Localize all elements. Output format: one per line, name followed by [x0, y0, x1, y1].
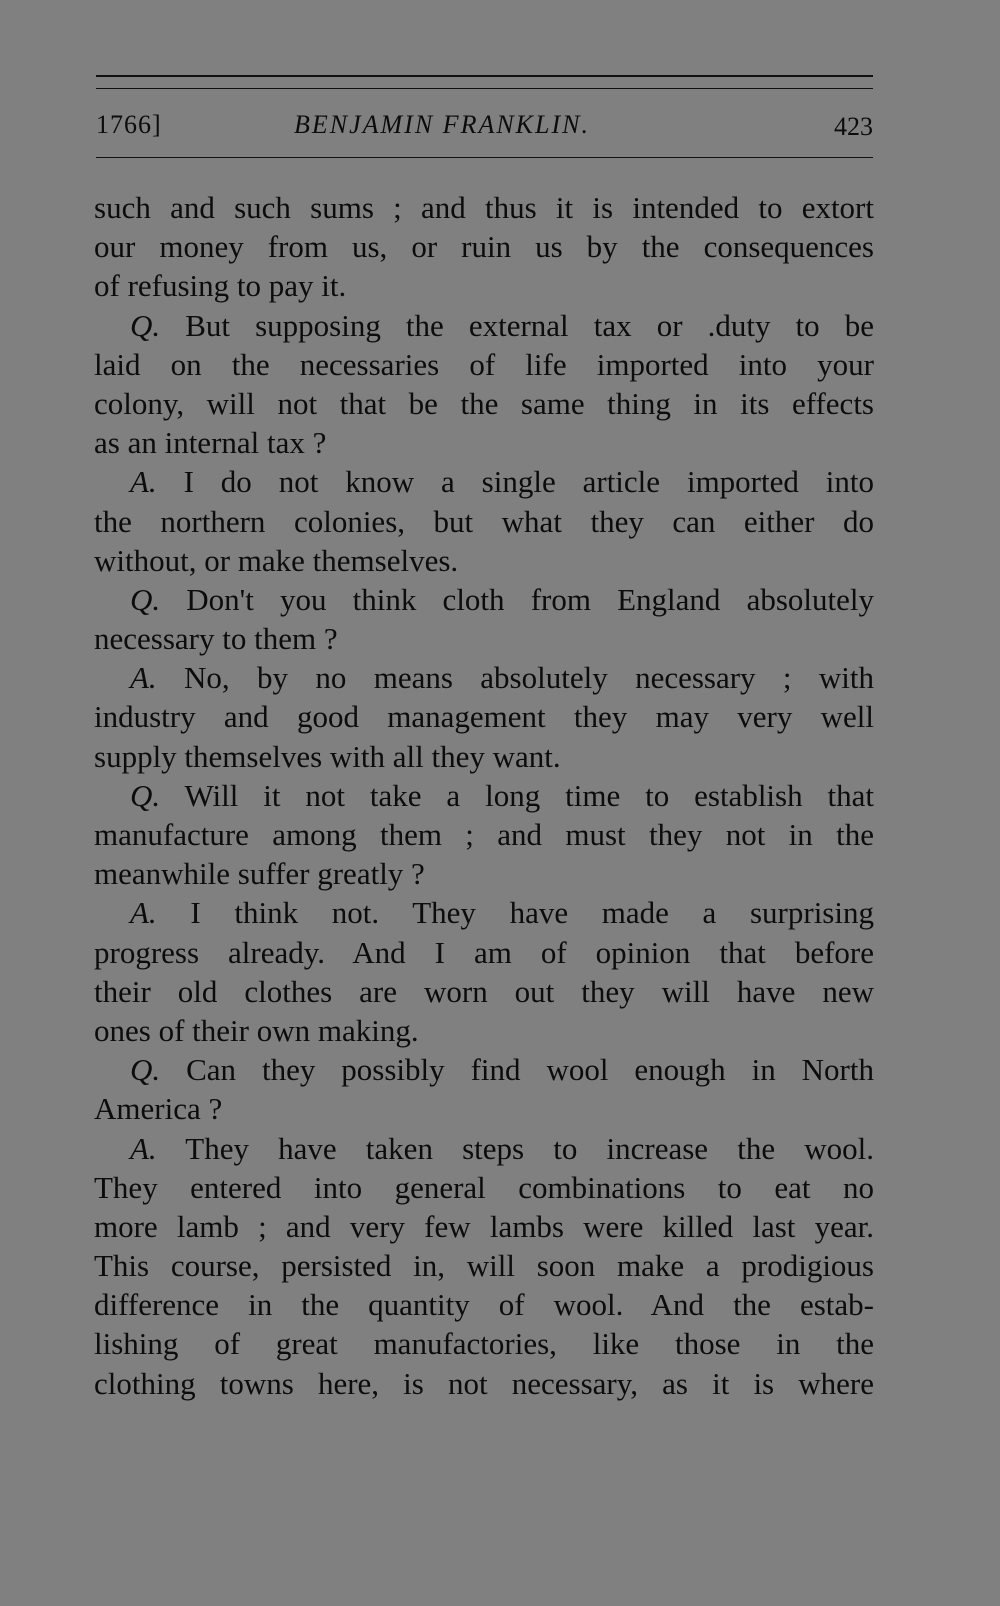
running-head-title: BENJAMIN FRANKLIN.	[294, 110, 590, 139]
line-text: But supposing the external tax or .duty to be	[160, 307, 874, 343]
line-text: Will it not take a long time to establish that	[160, 777, 874, 813]
line-text: lishing of great manufactories, like those in the	[94, 1326, 874, 1362]
text-line	[94, 306, 874, 345]
text-line	[94, 188, 874, 227]
page-number: 423	[834, 112, 873, 141]
line-text: America ?	[94, 1091, 223, 1127]
line-text: their old clothes are worn out they will have new	[94, 973, 874, 1009]
text-line	[94, 737, 874, 776]
running-head-year: 1766]	[96, 110, 162, 139]
text-line	[94, 384, 874, 423]
line-text: Can they possibly find wool enough in North	[160, 1052, 874, 1088]
header-rule-top	[96, 75, 873, 77]
speaker-label: Q.	[130, 777, 161, 813]
speaker-label: A.	[130, 895, 157, 931]
line-text: such and such sums ; and thus it is intended to extort	[94, 190, 874, 225]
text-line	[94, 893, 874, 932]
text-line	[94, 266, 874, 305]
text-line	[94, 345, 874, 384]
line-text: manufacture among them ; and must they not in the	[94, 817, 874, 852]
line-text: ones of their own making.	[94, 1012, 419, 1048]
speaker-label: A.	[130, 660, 157, 696]
text-line	[94, 658, 874, 697]
text-line	[94, 1129, 874, 1168]
text-line	[94, 972, 874, 1011]
line-text: They entered into general combinations to eat no	[94, 1169, 874, 1205]
line-text: progress already. And I am of opinion that before	[94, 934, 874, 970]
line-text: the northern colonies, but what they can either do	[94, 503, 874, 539]
text-line	[94, 854, 874, 893]
text-line	[94, 1246, 874, 1285]
line-text: industry and good management they may very well	[94, 699, 874, 735]
line-text: meanwhile suffer greatly ?	[94, 856, 425, 892]
text-line	[94, 1285, 874, 1324]
text-line	[94, 502, 874, 541]
text-line	[94, 1089, 874, 1128]
text-line	[94, 933, 874, 972]
body-text	[94, 188, 874, 1403]
text-line	[94, 815, 874, 854]
line-text: laid on the necessaries of life imported into your	[94, 346, 874, 382]
line-text: I think not. They have made a surprising	[156, 895, 874, 931]
text-line	[94, 423, 874, 462]
line-text: necessary to them ?	[94, 621, 338, 657]
line-text: supply themselves with all they want.	[94, 738, 561, 774]
running-head	[96, 110, 873, 146]
text-line	[94, 1011, 874, 1050]
text-line	[94, 1168, 874, 1207]
line-text: They have taken steps to increase the wool.	[156, 1130, 874, 1166]
line-text: I do not know a single article imported into	[156, 464, 874, 500]
speaker-label: Q.	[130, 307, 161, 343]
line-text: of refusing to pay it.	[94, 268, 347, 304]
text-line	[94, 619, 874, 658]
text-line	[94, 1050, 874, 1089]
line-text: as an internal tax ?	[94, 425, 327, 461]
speaker-label: A.	[130, 1130, 157, 1166]
text-line	[94, 697, 874, 736]
text-line	[94, 462, 874, 501]
speaker-label: A.	[130, 464, 157, 500]
text-line	[94, 1207, 874, 1246]
text-line	[94, 227, 874, 266]
line-text: No, by no means absolutely necessary ; with	[156, 660, 874, 696]
line-text: our money from us, or ruin us by the consequences	[94, 229, 874, 265]
line-text: difference in the quantity of wool. And the estab-	[94, 1287, 874, 1323]
line-text: colony, will not that be the same thing in its effects	[94, 385, 874, 421]
header-rule-bottom	[96, 157, 873, 158]
text-line	[94, 580, 874, 619]
speaker-label: Q.	[130, 1052, 161, 1088]
line-text: Don't you think cloth from England absolutely	[160, 581, 874, 617]
line-text: more lamb ; and very few lambs were killed last year.	[94, 1208, 874, 1244]
line-text: clothing towns here, is not necessary, as it is where	[94, 1365, 874, 1401]
text-line	[94, 541, 874, 580]
text-line	[94, 776, 874, 815]
line-text: This course, persisted in, will soon make a prodigious	[94, 1248, 874, 1284]
speaker-label: Q.	[130, 581, 161, 617]
text-line	[94, 1324, 874, 1363]
line-text: without, or make themselves.	[94, 542, 459, 578]
text-line	[94, 1364, 874, 1403]
header-rule-top-thin	[96, 88, 873, 89]
